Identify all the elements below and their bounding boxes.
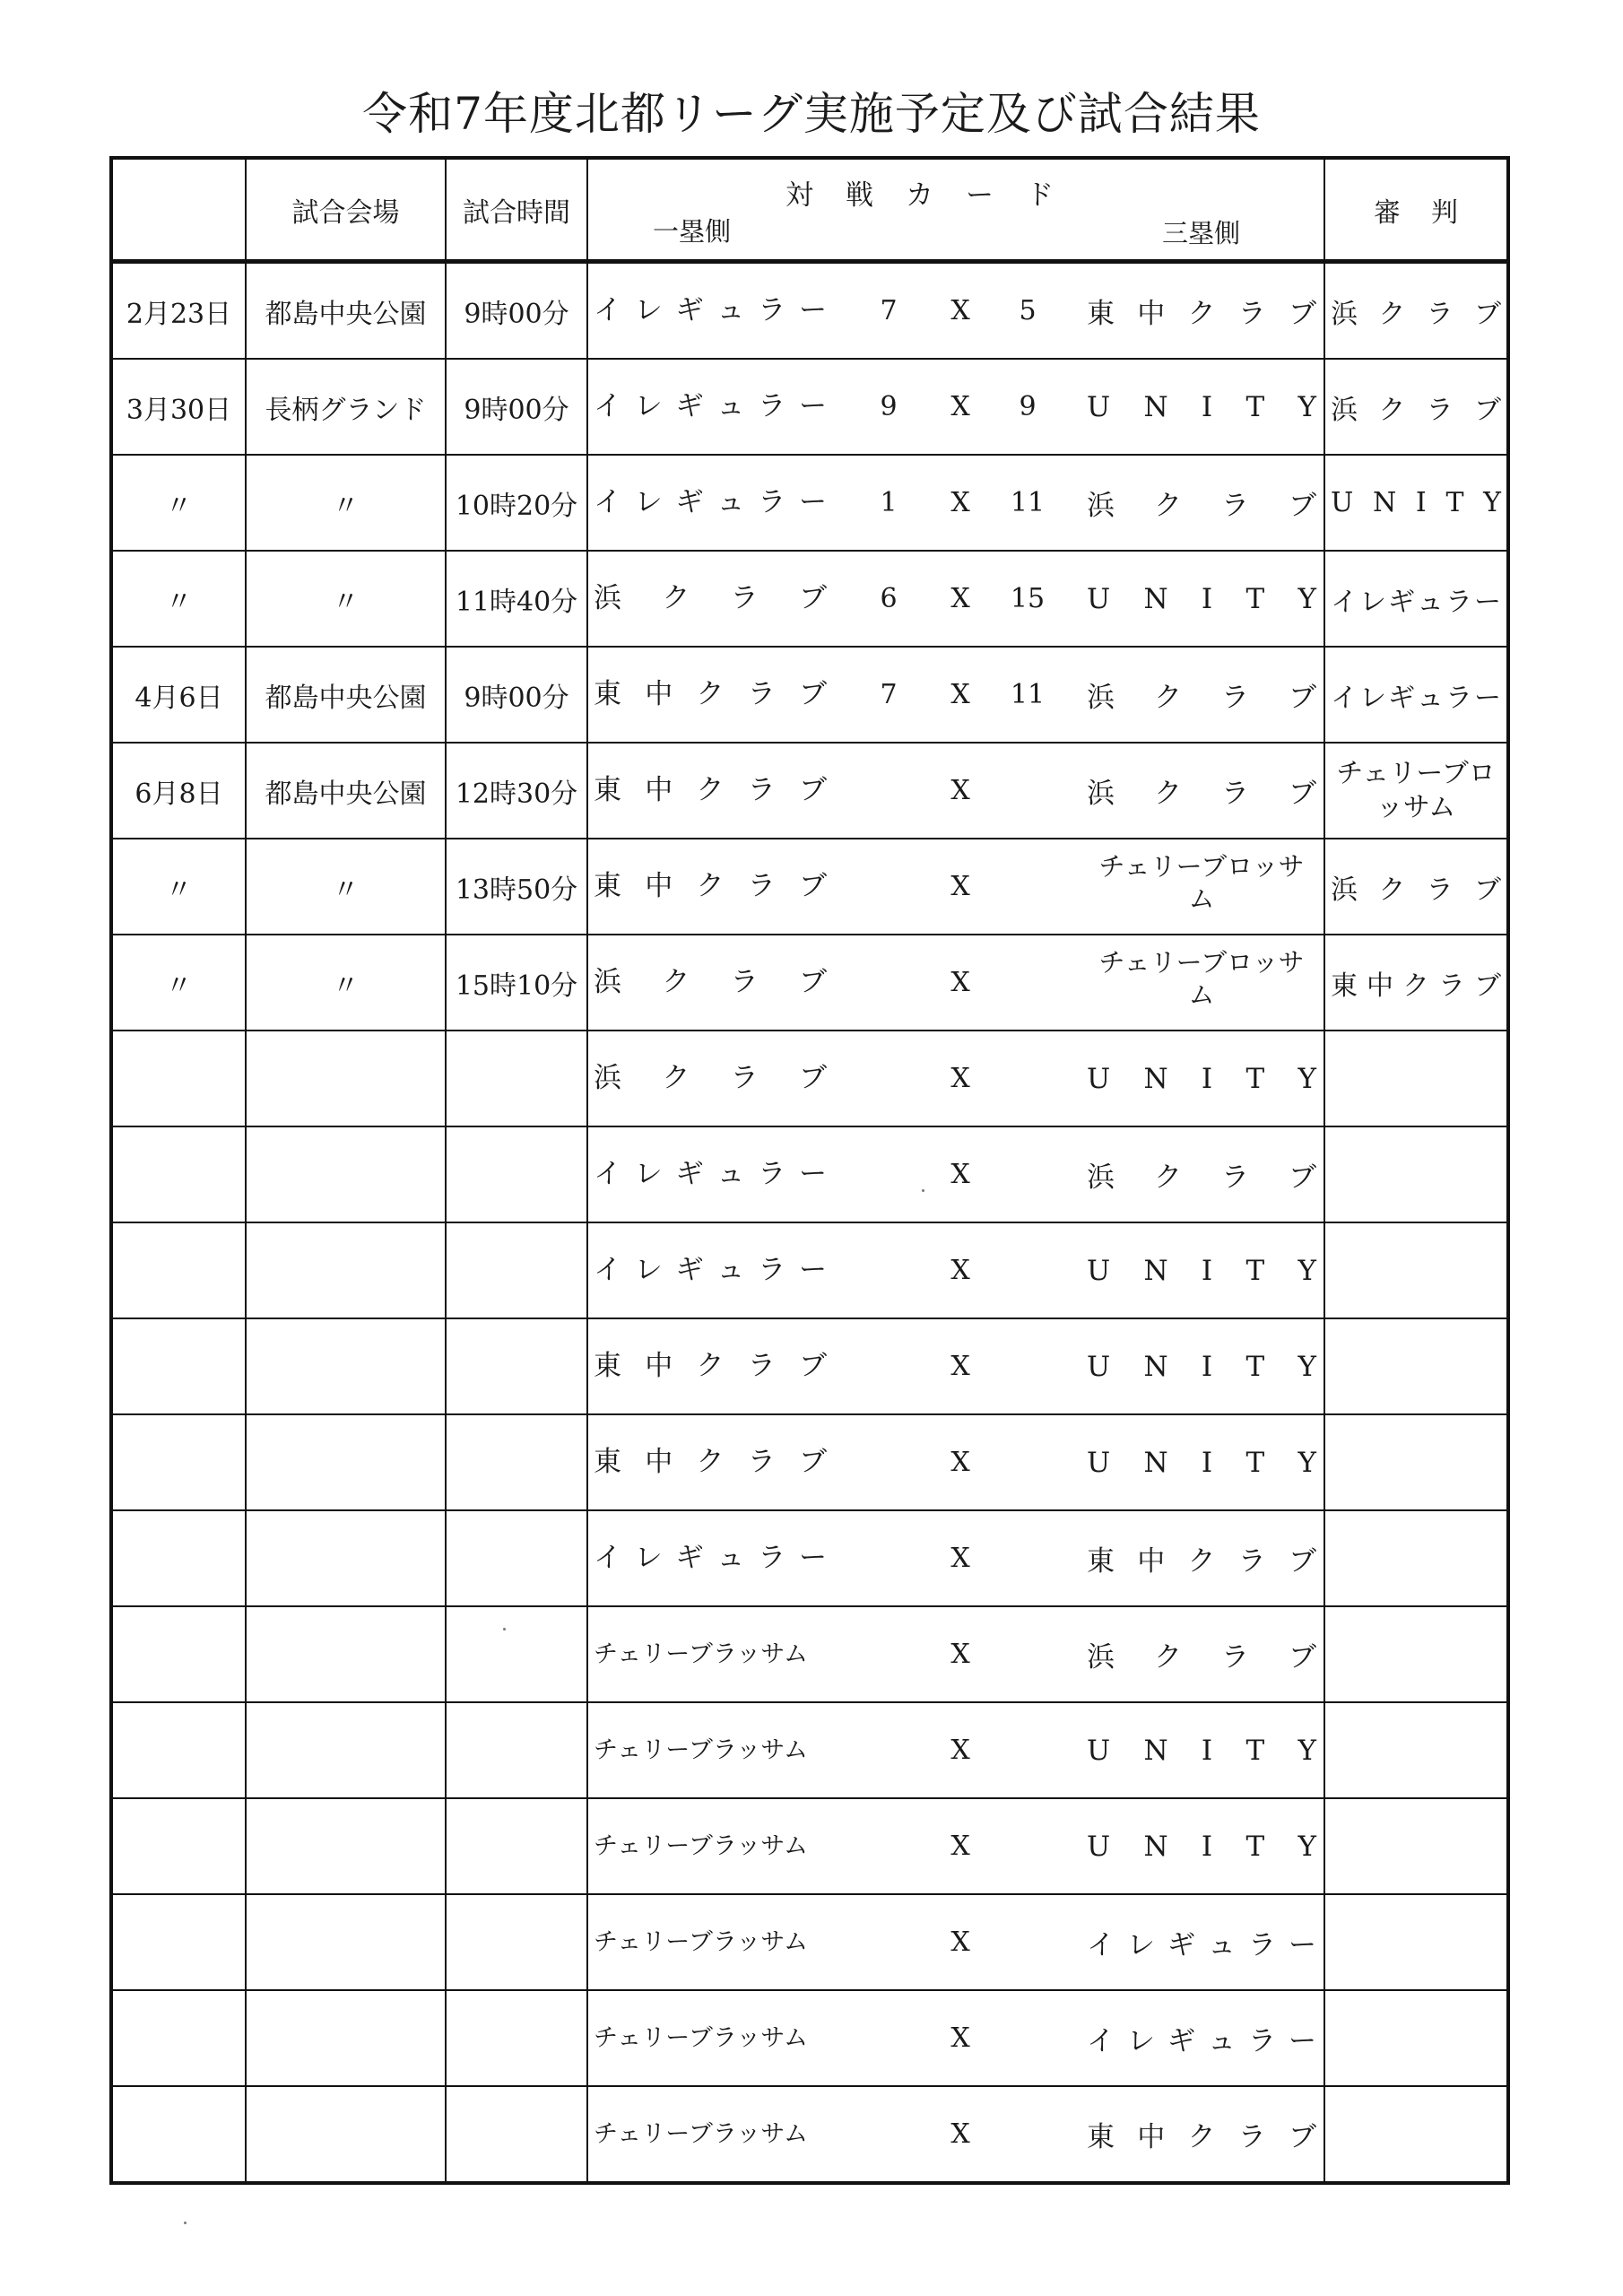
match-cell [587, 359, 1324, 455]
third-base-team: U N I T Y [1087, 1254, 1316, 1287]
umpire-text: 浜 ク ラ ブ [1331, 874, 1501, 906]
umpire-text: 浜 ク ラ ブ [1331, 394, 1501, 426]
first-base-team: イ レ ギ ュ ラ ー [594, 390, 827, 422]
table-row [111, 1702, 1508, 1798]
match-cell [587, 743, 1324, 839]
versus-mark: X [950, 679, 970, 710]
date-cell [111, 1031, 246, 1126]
time-cell [446, 1990, 587, 2086]
time-cell-text: 10時20分 [455, 490, 578, 522]
table-row [111, 839, 1508, 935]
umpire-cell [1324, 262, 1508, 360]
venue-cell [246, 1606, 446, 1702]
first-base-team: 東 中 ク ラ ブ [594, 1446, 827, 1478]
date-cell [111, 1126, 246, 1222]
third-base-team: 浜 ク ラ ブ [1087, 778, 1316, 810]
third-base-score: 5 [1019, 295, 1037, 326]
match-cell [587, 1894, 1324, 1990]
first-base-team: チェリーブラッサム [594, 2120, 808, 2148]
date-cell [111, 935, 246, 1031]
time-cell [446, 262, 587, 360]
time-cell [446, 1318, 587, 1414]
venue-cell [246, 1222, 446, 1318]
table-row [111, 1990, 1508, 2086]
table-row [111, 2086, 1508, 2183]
venue-cell-text: 都島中央公園 [265, 682, 427, 714]
first-base-team: チェリーブラッサム [594, 1928, 808, 1956]
table-row [111, 359, 1508, 455]
first-base-team: 東 中 ク ラ ブ [594, 1350, 827, 1382]
table-row [111, 1894, 1508, 1990]
third-base-team: U N I T Y [1087, 1350, 1316, 1383]
third-base-team: U N I T Y [1087, 1062, 1316, 1095]
third-base-team: イ レ ギ ュ ラ ー [1087, 1929, 1316, 1961]
third-base-team: チェリーブロッサム [1098, 947, 1305, 1010]
first-base-team: チェリーブラッサム [594, 2024, 808, 2052]
third-base-team: U N I T Y [1087, 390, 1316, 423]
table-row [111, 1510, 1508, 1606]
scan-speck [184, 2222, 187, 2224]
date-cell-text: 〃 [165, 490, 193, 522]
page-title: 令和7年度北都リーグ実施予定及び試合結果 [362, 88, 1261, 140]
match-cell [587, 1318, 1324, 1414]
match-cell [587, 1510, 1324, 1606]
first-base-score: 7 [880, 679, 898, 710]
match-cell [587, 839, 1324, 935]
header-match [587, 158, 1324, 262]
versus-mark: X [950, 1543, 970, 1574]
first-base-team: イ レ ギ ュ ラ ー [594, 486, 827, 518]
umpire-cell [1324, 1414, 1508, 1510]
umpire-cell [1324, 1990, 1508, 2086]
first-base-team: チェリーブラッサム [594, 1832, 808, 1860]
third-base-team: U N I T Y [1087, 1734, 1316, 1767]
table-row [111, 1031, 1508, 1126]
date-cell [111, 743, 246, 839]
table-row [111, 262, 1508, 360]
venue-cell [246, 2086, 446, 2183]
third-base-team: イ レ ギ ュ ラ ー [1087, 2025, 1316, 2057]
table-row [111, 1606, 1508, 1702]
versus-mark: X [950, 1447, 970, 1478]
venue-cell-text: 都島中央公園 [265, 778, 427, 810]
header-row [111, 158, 1508, 262]
header-umpire [1324, 158, 1508, 262]
time-cell [446, 1510, 587, 1606]
date-cell [111, 455, 246, 551]
time-cell [446, 1606, 587, 1702]
date-cell [111, 1414, 246, 1510]
first-base-team: 浜 ク ラ ブ [594, 582, 827, 614]
versus-mark: X [950, 1255, 970, 1286]
venue-cell-text: 〃 [332, 490, 360, 522]
umpire-cell [1324, 2086, 1508, 2183]
date-cell [111, 1798, 246, 1894]
umpire-cell [1324, 1894, 1508, 1990]
time-cell-text: 9時00分 [464, 682, 569, 714]
umpire-cell [1324, 1702, 1508, 1798]
time-cell-text: 12時30分 [455, 778, 578, 810]
venue-cell [246, 1126, 446, 1222]
match-cell [587, 1606, 1324, 1702]
versus-mark: X [950, 1063, 970, 1094]
match-cell [587, 1702, 1324, 1798]
versus-mark: X [950, 1159, 970, 1190]
umpire-cell [1324, 1318, 1508, 1414]
third-base-team: 東 中 ク ラ ブ [1087, 2121, 1316, 2153]
first-base-score: 7 [880, 295, 898, 326]
header-venue: 試合会場 [246, 158, 446, 262]
schedule-body [111, 262, 1508, 2184]
umpire-text: U N I T Y [1331, 487, 1501, 518]
versus-mark: X [950, 1351, 970, 1382]
first-base-team: 浜 ク ラ ブ [594, 966, 827, 998]
time-cell [446, 1222, 587, 1318]
first-base-score: 6 [880, 583, 898, 614]
date-cell [111, 359, 246, 455]
venue-cell-text: 長柄グランド [265, 394, 427, 426]
match-cell [587, 1222, 1324, 1318]
match-cell [587, 2086, 1324, 2183]
time-cell [446, 551, 587, 647]
venue-cell [246, 647, 446, 743]
third-base-score: 9 [1019, 391, 1037, 422]
third-base-team: U N I T Y [1087, 582, 1316, 615]
first-base-team: チェリーブラッサム [594, 1640, 808, 1668]
table-row [111, 455, 1508, 551]
first-base-team: チェリーブラッサム [594, 1736, 808, 1764]
versus-mark: X [950, 871, 970, 902]
time-cell-text: 9時00分 [464, 394, 569, 426]
table-row [111, 1414, 1508, 1510]
first-base-team: 浜 ク ラ ブ [594, 1062, 827, 1094]
header-third-base: 三塁側 [1162, 218, 1241, 248]
first-base-team: イ レ ギ ュ ラ ー [594, 1254, 827, 1286]
venue-cell [246, 935, 446, 1031]
first-base-team: 東 中 ク ラ ブ [594, 774, 827, 806]
first-base-team: イ レ ギ ュ ラ ー [594, 1542, 827, 1574]
umpire-cell [1324, 743, 1508, 839]
third-base-team: U N I T Y [1087, 1446, 1316, 1479]
date-cell [111, 839, 246, 935]
third-base-score: 11 [1010, 487, 1046, 518]
time-cell-text: 15時10分 [455, 970, 578, 1002]
umpire-text: 浜 ク ラ ブ [1331, 298, 1501, 330]
venue-cell [246, 1031, 446, 1126]
date-cell [111, 647, 246, 743]
match-cell [587, 1126, 1324, 1222]
venue-cell-text: 〃 [332, 874, 360, 906]
versus-mark: X [950, 1639, 970, 1670]
venue-cell [246, 551, 446, 647]
venue-cell [246, 1414, 446, 1510]
table-row [111, 647, 1508, 743]
umpire-cell [1324, 455, 1508, 551]
time-cell [446, 2086, 587, 2183]
time-cell [446, 1126, 587, 1222]
first-base-team: イ レ ギ ュ ラ ー [594, 294, 827, 326]
header-date [111, 158, 246, 262]
header-time: 試合時間 [446, 158, 587, 262]
date-cell-text: 2月23日 [126, 298, 232, 330]
umpire-text: 東 中 ク ラ ブ [1331, 970, 1501, 1002]
date-cell [111, 551, 246, 647]
umpire-cell [1324, 1606, 1508, 1702]
venue-cell [246, 1510, 446, 1606]
date-cell-text: 〃 [165, 586, 193, 618]
versus-mark: X [950, 2118, 970, 2150]
umpire-cell [1324, 647, 1508, 743]
umpire-cell [1324, 1510, 1508, 1606]
third-base-team: 東 中 ク ラ ブ [1087, 1545, 1316, 1578]
third-base-team: 浜 ク ラ ブ [1087, 490, 1316, 522]
header-first-base: 一塁側 [653, 216, 732, 247]
venue-cell [246, 839, 446, 935]
versus-mark: X [950, 1831, 970, 1862]
header-match-title: 対戦カード [785, 179, 1086, 212]
umpire-text: チェリーブロッサム [1336, 757, 1496, 823]
table-row [111, 743, 1508, 839]
match-cell [587, 262, 1324, 360]
time-cell [446, 839, 587, 935]
time-cell [446, 1031, 587, 1126]
match-cell [587, 1414, 1324, 1510]
venue-cell [246, 1894, 446, 1990]
venue-cell-text: 〃 [332, 586, 360, 618]
venue-cell [246, 262, 446, 360]
umpire-cell [1324, 359, 1508, 455]
table-row [111, 1798, 1508, 1894]
time-cell [446, 359, 587, 455]
table-row [111, 1126, 1508, 1222]
versus-mark: X [950, 391, 970, 422]
umpire-cell [1324, 839, 1508, 935]
versus-mark: X [950, 487, 970, 518]
date-cell-text: 3月30日 [126, 394, 232, 426]
scan-speck [922, 1189, 924, 1192]
umpire-cell [1324, 935, 1508, 1031]
time-cell [446, 1894, 587, 1990]
venue-cell-text: 都島中央公園 [265, 298, 427, 330]
third-base-team: 浜 ク ラ ブ [1087, 1161, 1316, 1194]
date-cell-text: 4月6日 [135, 682, 223, 714]
first-base-score: 9 [880, 391, 898, 422]
match-cell [587, 1990, 1324, 2086]
time-cell-text: 9時00分 [464, 298, 569, 330]
time-cell [446, 1702, 587, 1798]
third-base-team: チェリーブロッサム [1098, 851, 1305, 914]
versus-mark: X [950, 967, 970, 998]
venue-cell [246, 1318, 446, 1414]
third-base-score: 15 [1010, 583, 1046, 614]
venue-cell [246, 743, 446, 839]
table-row [111, 1318, 1508, 1414]
third-base-score: 11 [1010, 679, 1046, 710]
umpire-cell [1324, 1126, 1508, 1222]
versus-mark: X [950, 775, 970, 806]
versus-mark: X [950, 1926, 970, 1958]
date-cell [111, 1894, 246, 1990]
date-cell [111, 1702, 246, 1798]
match-cell [587, 935, 1324, 1031]
venue-cell [246, 1990, 446, 2086]
match-cell [587, 551, 1324, 647]
venue-cell [246, 455, 446, 551]
umpire-cell [1324, 1031, 1508, 1126]
time-cell-text: 13時50分 [455, 874, 578, 906]
match-cell [587, 647, 1324, 743]
time-cell [446, 743, 587, 839]
time-cell [446, 935, 587, 1031]
header-umpire-label: 審判 [1374, 196, 1488, 229]
third-base-team: 東 中 ク ラ ブ [1087, 298, 1316, 330]
date-cell [111, 1990, 246, 2086]
venue-cell [246, 359, 446, 455]
match-cell [587, 1798, 1324, 1894]
table-row [111, 551, 1508, 647]
date-cell [111, 1318, 246, 1414]
date-cell [111, 1606, 246, 1702]
third-base-team: 浜 ク ラ ブ [1087, 682, 1316, 714]
time-cell-text: 11時40分 [455, 586, 578, 618]
first-base-team: 東 中 ク ラ ブ [594, 870, 827, 902]
date-cell [111, 262, 246, 360]
umpire-cell [1324, 1222, 1508, 1318]
date-cell-text: 〃 [165, 970, 193, 1002]
first-base-team: イ レ ギ ュ ラ ー [594, 1158, 827, 1190]
versus-mark: X [950, 2022, 970, 2054]
scan-speck [503, 1628, 506, 1631]
venue-cell [246, 1702, 446, 1798]
table-row [111, 935, 1508, 1031]
umpire-text: イ レ ギ ュ ラ ー [1331, 586, 1501, 618]
umpire-cell [1324, 1798, 1508, 1894]
date-cell [111, 1510, 246, 1606]
table-row [111, 1222, 1508, 1318]
third-base-team: 浜 ク ラ ブ [1087, 1641, 1316, 1674]
match-cell [587, 1031, 1324, 1126]
versus-mark: X [950, 295, 970, 326]
date-cell [111, 1222, 246, 1318]
match-cell [587, 455, 1324, 551]
date-cell-text: 〃 [165, 874, 193, 906]
time-cell [446, 647, 587, 743]
date-cell [111, 2086, 246, 2183]
first-base-score: 1 [880, 487, 898, 518]
first-base-team: 東 中 ク ラ ブ [594, 678, 827, 710]
schedule-table [109, 156, 1510, 2185]
venue-cell-text: 〃 [332, 970, 360, 1002]
third-base-team: U N I T Y [1087, 1830, 1316, 1863]
venue-cell [246, 1798, 446, 1894]
versus-mark: X [950, 1735, 970, 1766]
time-cell [446, 455, 587, 551]
umpire-cell [1324, 551, 1508, 647]
date-cell-text: 6月8日 [135, 778, 223, 810]
time-cell [446, 1798, 587, 1894]
versus-mark: X [950, 583, 970, 614]
umpire-text: イ レ ギ ュ ラ ー [1331, 682, 1501, 714]
time-cell [446, 1414, 587, 1510]
